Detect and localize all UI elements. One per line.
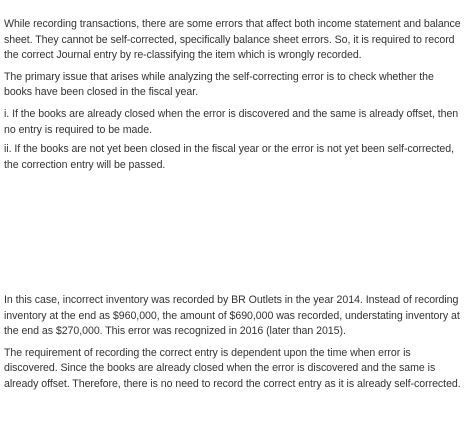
paragraph-conclusion: The requirement of recording the correct entry is dependent upon the time when error is discovered. Since the books are already closed when the error is discovered and the same is already offset. Therefore, there is no need to record the correct entry as it is already self-corrected. bbox=[4, 346, 461, 390]
paragraph-case-i: i. If the books are already closed when the error is discovered and the same is already offset, then no entry is required to be made. bbox=[4, 107, 459, 136]
paragraph-case-details: In this case, incorrect inventory was recorded by BR Outlets in the year 2014. Instead of recording inventory at the end as $960,000, the amount of $690,000 was recorded, understating inventory at the end as $270,000. This error was recognized in 2016 (later than 2015). bbox=[4, 294, 460, 338]
paragraph-case-ii: ii. If the books are not yet been closed in the fiscal year or the error is not yet been self-corrected, the correction entry will be passed. bbox=[4, 143, 454, 171]
section-explanation bbox=[4, 17, 462, 173]
section-case-analysis bbox=[4, 293, 462, 393]
paragraph-intro: While recording transactions, there are some errors that affect both income statement and balance sheet. They cannot be self-corrected, specifically balance sheet errors. So, it is required to record the correct Journal entry by re-classifying the item which is wrongly recorded. bbox=[4, 18, 461, 62]
paragraph-primary-issue: The primary issue that arises while analyzing the self-correcting error is to check whether the books have been closed in the fiscal year. bbox=[4, 70, 434, 99]
